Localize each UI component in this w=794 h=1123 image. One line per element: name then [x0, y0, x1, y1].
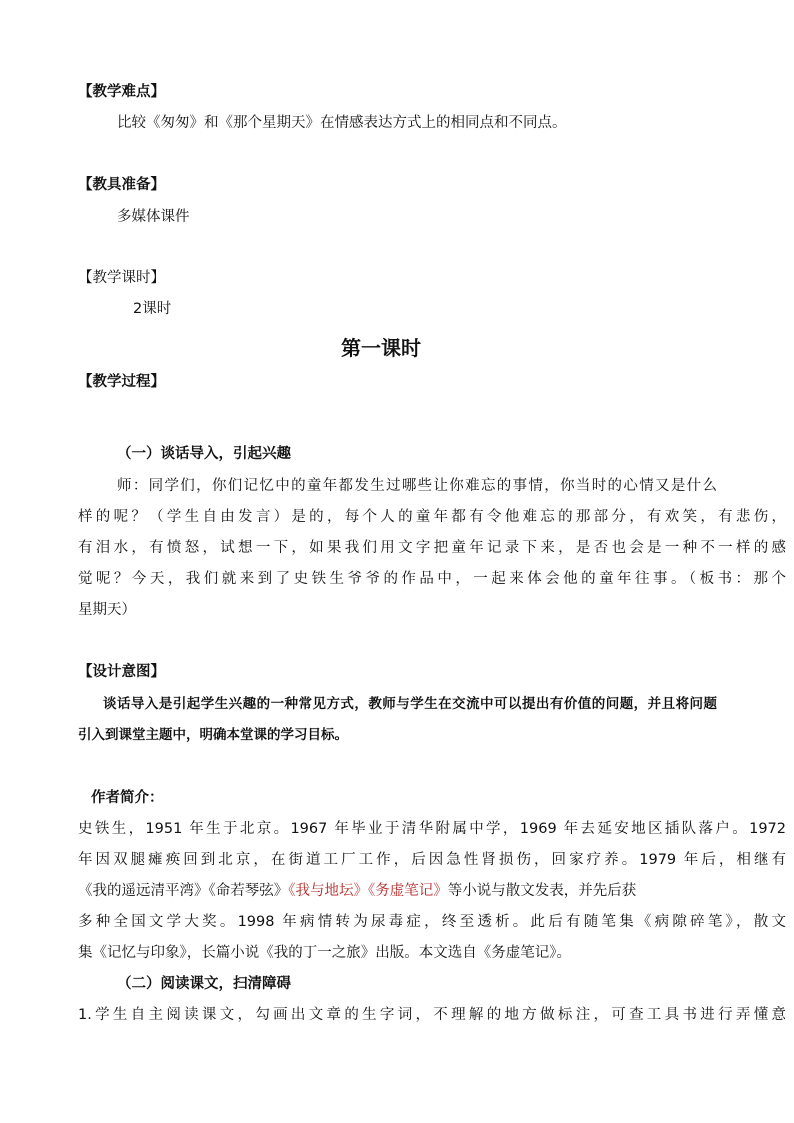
- tools-text: 多媒体课件: [117, 209, 190, 225]
- part1-line-5: 星期天）: [78, 602, 136, 618]
- part1-heading: （一）谈话导入，引起兴趣: [117, 446, 291, 462]
- author-works-plain: 《我的遥远清平湾》《命若琴弦》: [78, 883, 289, 899]
- tools-heading: 【教具准备】: [78, 177, 165, 193]
- difficulty-heading: 【教学难点】: [78, 84, 165, 100]
- part1-line-4: 觉呢？今天，我们就来到了史铁生爷爷的作品中，一起来体会他的童年往事。（板书：那个: [78, 571, 786, 587]
- design-heading: 【设计意图】: [78, 664, 165, 680]
- author-works-highlighted: 《我与地坛》《务虚笔记》: [288, 883, 448, 899]
- author-line-4: 多种全国文学大奖。1998 年病情转为尿毒症，终至透析。此后有随笔集《病隙碎笔》，散文: [78, 914, 786, 930]
- part1-line-1: 师：同学们，你们记忆中的童年都发生过哪些让你难忘的事情，你当时的心情又是什么: [117, 478, 717, 494]
- part1-line-3: 有泪水，有愤怒，试想一下，如果我们用文字把童年记录下来，是否也会是一种不一样的感: [78, 540, 786, 556]
- author-line-2: 年因双腿瘫痪回到北京，在街道工厂工作，后因急性肾损伤，回家疗养。1979 年后，相继有: [78, 852, 786, 868]
- author-line-5: 集《记忆与印象》，长篇小说《我的丁一之旅》出版。本文选自《务虚笔记》。: [78, 945, 571, 961]
- part2-heading: （二）阅读课文，扫清障碍: [117, 976, 291, 992]
- difficulty-text: 比较《匆匆》和《那个星期天》在情感表达方式上的相同点和不同点。: [117, 115, 567, 131]
- design-line-1: 谈话导入是引起学生兴趣的一种常见方式，教师与学生在交流中可以提出有价值的问题，并且将问题: [103, 696, 717, 712]
- process-heading: 【教学过程】: [78, 374, 165, 390]
- design-line-2: 引入到课堂主题中，明确本堂课的学习目标。: [78, 727, 348, 743]
- hours-heading: 【教学课时】: [78, 270, 165, 286]
- author-line-1: 史铁生，1951 年生于北京。1967 年毕业于清华附属中学，1969 年去延安地区插队落户。1972: [78, 821, 786, 837]
- hours-text: 2课时: [133, 301, 172, 317]
- author-works-tail: 等小说与散文发表，并先后获: [447, 883, 637, 899]
- author-line-3: [78, 881, 636, 901]
- part1-line-2: 样的呢？（学生自由发言）是的，每个人的童年都有令他难忘的那部分，有欢笑，有悲伤，: [78, 509, 786, 525]
- part2-line-1: 1.学生自主阅读课文，勾画出文章的生字词，不理解的地方做标注，可查工具书进行弄懂意: [78, 1007, 786, 1023]
- author-heading: 作者简介：: [91, 790, 164, 806]
- lesson-title: 第一课时: [341, 336, 421, 360]
